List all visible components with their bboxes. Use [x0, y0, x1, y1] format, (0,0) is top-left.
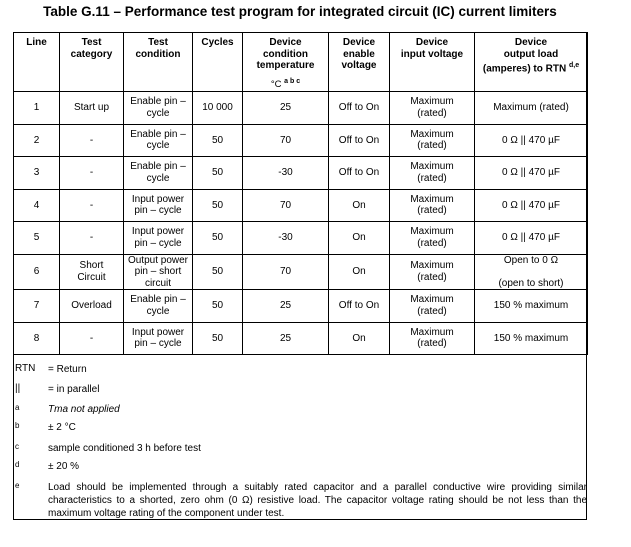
- note-text: ± 2 °C: [48, 422, 76, 433]
- table-row: [14, 254, 588, 290]
- cell-condition: Input power pin – cycle: [124, 189, 193, 222]
- cell-load: 0 Ω || 470 µF: [475, 222, 588, 255]
- temperature-footnote-refs: a b c: [284, 77, 301, 85]
- cell-condition: Input power pin – cycle: [124, 222, 193, 255]
- cell-load: 0 Ω || 470 µF: [475, 124, 588, 157]
- cell-line: 4: [14, 189, 60, 222]
- cell-cycles: 50: [193, 222, 243, 255]
- table-row: [14, 222, 588, 255]
- note-key: d: [15, 460, 20, 469]
- cell-enable: On: [329, 222, 390, 255]
- note-text: Load should be implemented through a suitably rated capacitor and a parallel conductive wire providing similar characteristics to a shorted, zero ohm (0 Ω) resistive load. The capacitor voltage rating should be not less than the maximum voltage rating of the component under test.: [48, 482, 587, 519]
- cell-load: 0 Ω || 470 µF: [475, 189, 588, 222]
- cell-category: -: [60, 157, 124, 190]
- note-key: e: [15, 481, 20, 490]
- cell-enable: Off to On: [329, 290, 390, 323]
- output-load-footnote-refs: d,e: [569, 62, 580, 69]
- cell-load: Maximum (rated): [475, 92, 588, 125]
- cell-condition: Input power pin – cycle: [124, 322, 193, 355]
- table-title: Table G.11 – Performance test program for integrated circuit (IC) current limiters: [43, 4, 557, 19]
- table-row: [14, 189, 588, 222]
- header-temperature-unit: °C $^{a b c}$: [270, 77, 301, 90]
- cell-line: 7: [14, 290, 60, 323]
- header-temperature: [243, 33, 329, 92]
- cell-category: -: [60, 322, 124, 355]
- cell-category: -: [60, 222, 124, 255]
- cell-category: Start up: [60, 92, 124, 125]
- cell-condition: Enable pin – cycle: [124, 92, 193, 125]
- cell-category: Short Circuit: [60, 254, 124, 290]
- cell-load: 150 % maximum: [475, 322, 588, 355]
- performance-test-table: [13, 32, 588, 355]
- cell-condition: Enable pin – cycle: [124, 157, 193, 190]
- cell-cycles: 50: [193, 290, 243, 323]
- note-key: c: [15, 442, 19, 451]
- cell-input: Maximum (rated): [390, 189, 475, 222]
- cell-cycles: 50: [193, 157, 243, 190]
- cell-condition: Output power pin – short circuit: [124, 254, 193, 290]
- cell-temp: 70: [243, 189, 329, 222]
- note-key: RTN: [15, 363, 36, 374]
- cell-condition: Enable pin – cycle: [124, 290, 193, 323]
- table-row: [14, 322, 588, 355]
- cell-line: 2: [14, 124, 60, 157]
- cell-input: Maximum (rated): [390, 92, 475, 125]
- header-temperature-label: Device condition temperature: [256, 37, 315, 71]
- header-enable-voltage: Device enable voltage: [329, 33, 390, 92]
- note-key: b: [15, 421, 20, 430]
- note-text: = in parallel: [48, 384, 100, 395]
- cell-input: Maximum (rated): [390, 124, 475, 157]
- cell-temp: 70: [243, 124, 329, 157]
- cell-category: Overload: [60, 290, 124, 323]
- note-key: ||: [15, 383, 21, 394]
- cell-input: Maximum (rated): [390, 322, 475, 355]
- cell-cycles: 50: [193, 189, 243, 222]
- cell-enable: Off to On: [329, 92, 390, 125]
- header-line: Line: [14, 33, 60, 92]
- cell-enable: Off to On: [329, 124, 390, 157]
- cell-line: 1: [14, 92, 60, 125]
- cell-load: 150 % maximum: [475, 290, 588, 323]
- cell-input: Maximum (rated): [390, 254, 475, 290]
- table-row: [14, 157, 588, 190]
- cell-temp: 25: [243, 322, 329, 355]
- header-row: [14, 33, 588, 92]
- header-category: Test category: [60, 33, 124, 92]
- header-cycles: Cycles: [193, 33, 243, 92]
- note-text: = Return: [48, 364, 87, 375]
- cell-cycles: 50: [193, 322, 243, 355]
- note-text: ± 20 %: [48, 461, 80, 472]
- table-row: [14, 124, 588, 157]
- note-key: a: [15, 403, 20, 412]
- table-row: [14, 92, 588, 125]
- cell-temp: 25: [243, 92, 329, 125]
- cell-temp: 70: [243, 254, 329, 290]
- note-text: Tma not applied: [48, 404, 120, 415]
- cell-category: -: [60, 189, 124, 222]
- cell-category: -: [60, 124, 124, 157]
- cell-enable: On: [329, 322, 390, 355]
- header-output-load-label: Device output load (amperes) to RTN: [482, 37, 567, 75]
- cell-line: 3: [14, 157, 60, 190]
- cell-line: 6: [14, 254, 60, 290]
- header-output-load: [475, 33, 588, 92]
- cell-cycles: 50: [193, 254, 243, 290]
- cell-input: Maximum (rated): [390, 290, 475, 323]
- cell-temp: -30: [243, 222, 329, 255]
- cell-load: Open to 0 Ω (open to short): [475, 254, 588, 290]
- header-input-voltage: Device input voltage: [390, 33, 475, 92]
- cell-load: 0 Ω || 470 µF: [475, 157, 588, 190]
- cell-condition: Enable pin – cycle: [124, 124, 193, 157]
- header-condition: Test condition: [124, 33, 193, 92]
- cell-enable: Off to On: [329, 157, 390, 190]
- cell-enable: On: [329, 189, 390, 222]
- cell-input: Maximum (rated): [390, 157, 475, 190]
- cell-line: 8: [14, 322, 60, 355]
- cell-temp: -30: [243, 157, 329, 190]
- cell-cycles: 10 000: [193, 92, 243, 125]
- cell-temp: 25: [243, 290, 329, 323]
- cell-input: Maximum (rated): [390, 222, 475, 255]
- cell-line: 5: [14, 222, 60, 255]
- cell-enable: On: [329, 254, 390, 290]
- note-text: sample conditioned 3 h before test: [48, 443, 201, 454]
- cell-cycles: 50: [193, 124, 243, 157]
- table-row: [14, 290, 588, 323]
